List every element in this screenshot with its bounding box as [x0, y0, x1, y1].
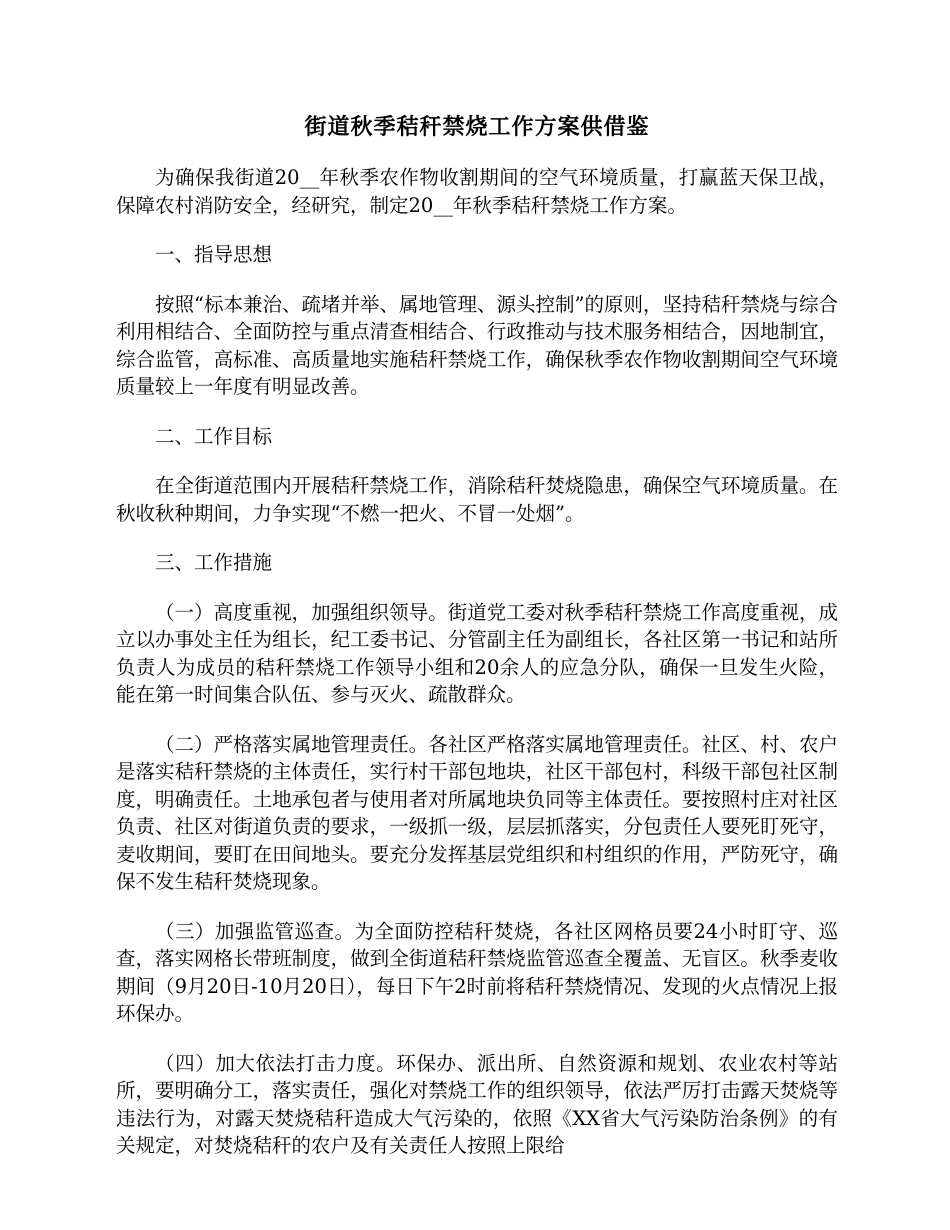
document-page — [116, 112, 838, 1182]
section-heading-guiding-ideology: 一、指导思想 — [155, 243, 273, 266]
measure-3-paragraph: （三）加强监管巡查。为全面防控秸秆焚烧，各社区网格员要24小时盯守、巡查，落实网格长带班制度，做到全街道秸秆禁烧监管巡查全覆盖、无盲区。秋季麦收期间（9月20日-10月20日），每日下午2时前将秸秆禁烧情况、发现的火点情况上报环保办。 — [116, 919, 838, 1025]
section-heading-work-measures: 三、工作措施 — [155, 551, 273, 574]
measure-2-paragraph: （二）严格落实属地管理责任。各社区严格落实属地管理责任。社区、村、农户是落实秸秆禁烧的主体责任，实行村干部包地块，社区干部包村，科级干部包社区制度，明确责任。土地承包者与使用者对所属地块负同等主体责任。要按照村庄对社区负责、社区对街道负责的要求，一级抓一级，层层抓落实，分包责任人要死盯死守，麦收期间，要盯在田间地头。要充分发挥基层党组织和村组织的作用，严防死守，确保不发生秸秆焚烧现象。 — [116, 732, 838, 893]
work-goals-paragraph: 在全街道范围内开展秸秆禁烧工作，消除秸秆焚烧隐患，确保空气环境质量。在秋收秋种期间，力争实现“不燃一把火、不冒一处烟”。 — [116, 474, 838, 525]
section-heading-work-goals: 二、工作目标 — [155, 424, 273, 448]
measure-1-paragraph: （一）高度重视，加强组织领导。街道党工委对秋季秸秆禁烧工作高度重视，成立以办事处主任为组长，纪工委书记、分管副主任为副组长，各社区第一书记和站所负责人为成员的秸秆禁烧工作领导小组和20余人的应急分队，确保一旦发生火险，能在第一时间集合队伍、参与灭火、疏散群众。 — [116, 600, 838, 706]
guiding-ideology-paragraph: 按照“标本兼治、疏堵并举、属地管理、源头控制”的原则，坚持秸秆禁烧与综合利用相结合、全面防控与重点清查相结合、行政推动与技术服务相结合，因地制宜，综合监管，高标准、高质量地实施秸秆禁烧工作，确保秋季农作物收割期间空气环境质量较上一年度有明显改善。 — [116, 292, 838, 398]
document-title: 街道秋季秸秆禁烧工作方案供借鉴 — [304, 114, 650, 140]
intro-paragraph: 为确保我街道20__年秋季农作物收割期间的空气环境质量，打赢蓝天保卫战，保障农村消防安全，经研究，制定20__年秋季秸秆禁烧工作方案。 — [116, 166, 838, 217]
measure-4-paragraph: （四）加大依法打击力度。环保办、派出所、自然资源和规划、农业农村等站所，要明确分工，落实责任，强化对禁烧工作的组织领导，依法严厉打击露天焚烧等违法行为，对露天焚烧秸秆造成大气污染的，依照《XX省大气污染防治条例》的有关规定，对焚烧秸秆的农户及有关责任人按照上限给 — [116, 1051, 838, 1157]
